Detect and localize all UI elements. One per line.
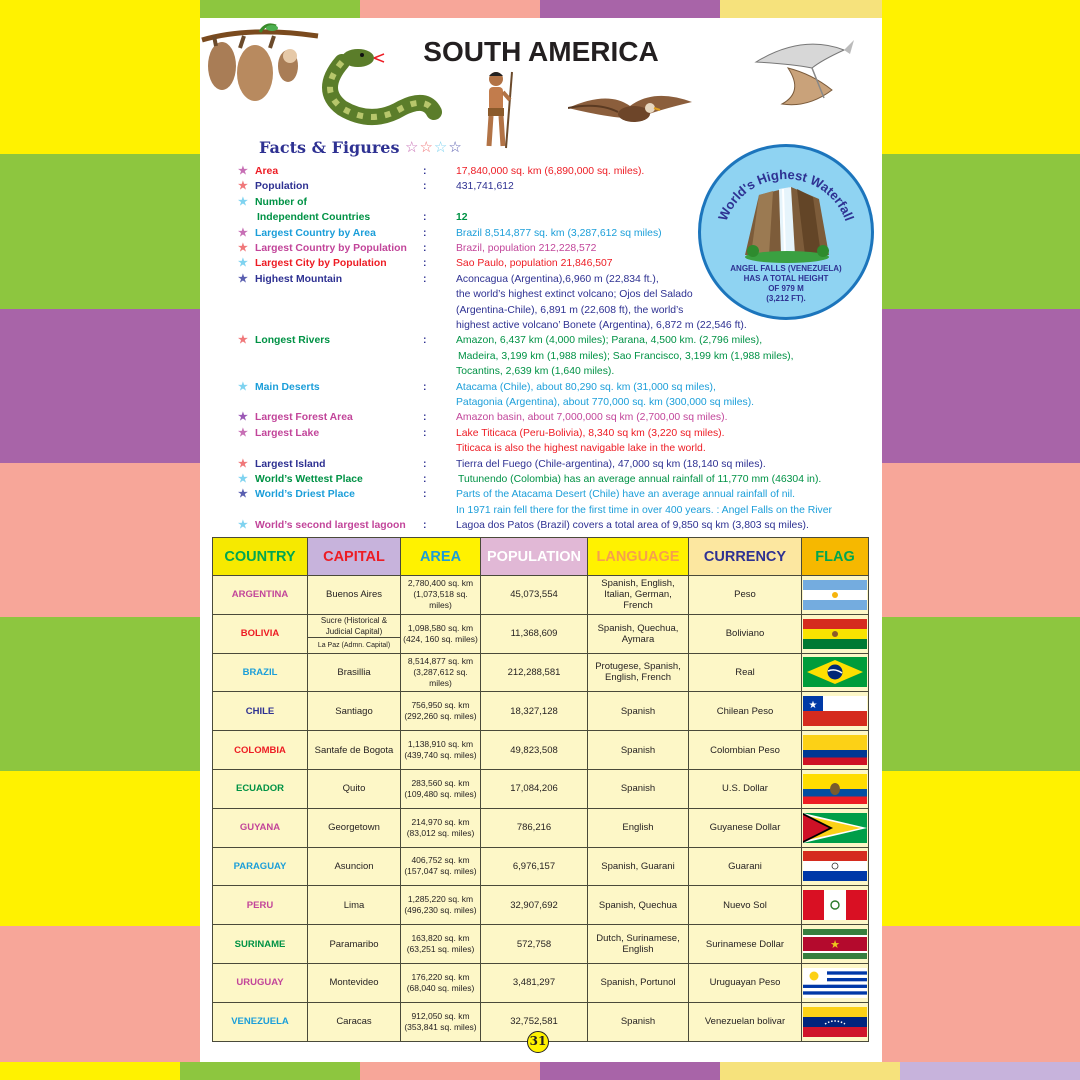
area-miles: (353,841 sq. miles) xyxy=(404,1021,477,1032)
decorative-stars-icon: ☆☆☆☆ xyxy=(405,139,463,156)
fact-colon: : xyxy=(423,273,427,285)
fact-colon: : xyxy=(423,227,427,239)
fact-label: Independent Countries xyxy=(257,212,371,224)
fact-value: Titicaca is also the highest navigable lake in the world. xyxy=(456,443,706,455)
population-cell: 17,084,206 xyxy=(481,769,588,808)
fact-label: Number of xyxy=(255,196,307,208)
population-cell: 212,288,581 xyxy=(481,653,588,692)
fact-colon: : xyxy=(423,489,427,501)
area-cell xyxy=(401,653,481,692)
star-icon: ★ xyxy=(238,334,248,347)
waterfall-badge xyxy=(698,144,874,320)
column-header: LANGUAGE xyxy=(588,538,689,576)
table-row xyxy=(213,925,869,964)
star-icon: ★ xyxy=(238,226,248,239)
area-miles: (1,073,518 sq. miles) xyxy=(413,589,468,611)
capital-cell: Buenos Aires xyxy=(308,576,401,615)
currency-cell: Colombian Peso xyxy=(689,731,802,770)
capital-cell: Santafe de Bogota xyxy=(308,731,401,770)
capital-cell: Caracas xyxy=(308,1002,401,1041)
area-miles: (63,251 sq. miles) xyxy=(406,944,475,955)
language-cell: Spanish xyxy=(588,1002,689,1041)
currency-cell: Venezuelan bolivar xyxy=(689,1002,802,1041)
fact-label: Largest Country by Population xyxy=(255,243,407,254)
column-header: POPULATION xyxy=(481,538,588,576)
capital-cell: Quito xyxy=(308,769,401,808)
population-cell: 3,481,297 xyxy=(481,963,588,1002)
language-cell: Spanish, Portunol xyxy=(588,963,689,1002)
table-row xyxy=(213,576,869,615)
uruguay-flag-icon xyxy=(802,963,869,1002)
fact-label: Largest Forest Area xyxy=(255,412,353,424)
language-cell: Spanish, Quechua xyxy=(588,886,689,925)
fact-label: Population xyxy=(255,181,309,193)
table-row xyxy=(213,653,869,692)
currency-cell: Surinamese Dollar xyxy=(689,925,802,964)
fact-label: Largest Lake xyxy=(255,427,320,439)
fact-value: the world’s highest extinct volcano; Ojos del Salado xyxy=(456,289,693,301)
area-miles: (439,740 sq. miles) xyxy=(404,750,477,761)
language-cell: Protugese, Spanish, English, French xyxy=(588,653,689,692)
area-cell xyxy=(401,925,481,964)
fact-value: Brazil, population 212,228,572 xyxy=(456,243,597,254)
area-km: 406,752 sq. km xyxy=(411,855,470,866)
star-icon: ★ xyxy=(238,272,248,285)
page-number: 31 xyxy=(527,1031,549,1053)
area-km: 756,950 sq. km xyxy=(411,700,470,711)
fact-label: Largest Island xyxy=(255,458,326,470)
country-name: VENEZUELA xyxy=(213,1002,308,1041)
capital-name-admin: La Paz (Admn. Capital) xyxy=(317,641,391,649)
area-km: 1,285,220 sq. km xyxy=(407,894,474,905)
area-cell xyxy=(401,847,481,886)
area-cell xyxy=(401,963,481,1002)
capital-cell: Santiago xyxy=(308,692,401,731)
capital-cell: Brasillia xyxy=(308,653,401,692)
fact-value: Atacama (Chile), about 80,290 sq. km (31,000 sq miles), xyxy=(456,381,716,393)
fact-value: highest active volcano’ Bonete (Argentina), 6,872 m (22,546 ft). xyxy=(456,320,747,331)
area-miles: (109,480 sq. miles) xyxy=(404,788,477,799)
population-cell: 45,073,554 xyxy=(481,576,588,615)
capital-cell xyxy=(308,614,401,653)
page-title: SOUTH AMERICA xyxy=(423,36,659,67)
area-miles: (157,047 sq. miles) xyxy=(404,866,477,877)
population-cell: 11,368,609 xyxy=(481,614,588,653)
fact-value: Tocantins, 2,639 km (1,640 miles). xyxy=(456,366,615,378)
area-cell xyxy=(401,808,481,847)
table-row xyxy=(213,963,869,1002)
language-cell: Spanish, Quechua, Aymara xyxy=(588,614,689,653)
currency-cell: Nuevo Sol xyxy=(689,886,802,925)
country-name: BOLIVIA xyxy=(213,614,308,653)
area-km: 214,970 sq. km xyxy=(411,816,470,827)
country-name: ECUADOR xyxy=(213,769,308,808)
population-cell: 6,976,157 xyxy=(481,847,588,886)
currency-cell: Boliviano xyxy=(689,614,802,653)
area-miles: (68,040 sq. miles) xyxy=(406,982,475,993)
fact-colon: : xyxy=(423,474,427,485)
area-miles: (3,287,612 sq. miles) xyxy=(413,666,468,688)
fact-label: Highest Mountain xyxy=(255,273,343,285)
suriname-flag-icon xyxy=(802,925,869,964)
column-header: FLAG xyxy=(802,538,869,576)
badge-title: World's Highest Waterfall xyxy=(715,166,857,223)
fact-value: Patagonia (Argentina), about 770,000 sq. km (300,000 sq miles). xyxy=(456,397,755,408)
table-row xyxy=(213,847,869,886)
population-cell: 49,823,508 xyxy=(481,731,588,770)
population-cell: 572,758 xyxy=(481,925,588,964)
fact-value: Tierra del Fuego (Chile-argentina), 47,000 sq km (18,140 sq miles). xyxy=(456,458,766,470)
fact-colon: : xyxy=(423,427,427,439)
fact-value: Lagoa dos Patos (Brazil) covers a total area of 9,850 sq km (3,803 sq miles). xyxy=(456,520,809,532)
area-km: 2,780,400 sq. km xyxy=(407,578,474,589)
area-miles: (424, 160 sq. miles) xyxy=(403,633,478,644)
area-cell xyxy=(401,1002,481,1041)
fact-colon: : xyxy=(423,166,427,177)
star-icon: ★ xyxy=(238,165,248,177)
star-icon: ★ xyxy=(238,426,248,439)
column-header: AREA xyxy=(401,538,481,576)
fact-value: Parts of the Atacama Desert (Chile) have an average annual rainfall of nil. xyxy=(456,489,796,501)
fact-value: 17,840,000 sq. km (6,890,000 sq. miles). xyxy=(456,166,645,177)
star-icon: ★ xyxy=(238,257,248,270)
column-header: CURRENCY xyxy=(689,538,802,576)
table-row xyxy=(213,886,869,925)
area-cell xyxy=(401,769,481,808)
countries-table xyxy=(212,537,869,1042)
country-name: SURINAME xyxy=(213,925,308,964)
column-header: COUNTRY xyxy=(213,538,308,576)
country-name: CHILE xyxy=(213,692,308,731)
fact-colon: : xyxy=(423,458,427,470)
bolivia-flag-icon xyxy=(802,614,869,653)
fact-value: Amazon basin, about 7,000,000 sq km (2,700,00 sq miles). xyxy=(456,412,728,424)
currency-cell: Peso xyxy=(689,576,802,615)
svg-text:★: ★ xyxy=(830,939,840,952)
badge-line-1: ANGEL FALLS (VENEZUELA) xyxy=(730,264,842,273)
condor-illustration xyxy=(568,80,692,140)
star-icon: ★ xyxy=(238,411,248,424)
population-cell: 786,216 xyxy=(481,808,588,847)
capital-cell: Montevideo xyxy=(308,963,401,1002)
star-icon: ★ xyxy=(238,380,248,393)
chile-flag-icon xyxy=(802,692,869,731)
fact-colon: : xyxy=(423,412,427,424)
tribesman-illustration xyxy=(476,70,524,150)
currency-cell: Chilean Peso xyxy=(689,692,802,731)
currency-cell: Guarani xyxy=(689,847,802,886)
area-km: 1,098,580 sq. km xyxy=(407,622,474,633)
area-km: 912,050 sq. km xyxy=(411,1010,470,1021)
star-icon: ★ xyxy=(238,180,248,193)
star-icon: ★ xyxy=(238,488,248,501)
paraguay-flag-icon xyxy=(802,847,869,886)
page xyxy=(200,18,882,1060)
fact-colon: : xyxy=(423,181,427,193)
star-icon: ★ xyxy=(238,473,248,485)
capital-name: Sucre (Historical & Judicial Capital) xyxy=(308,615,400,638)
currency-cell: Real xyxy=(689,653,802,692)
fact-value: 431,741,612 xyxy=(456,181,514,193)
language-cell: Spanish xyxy=(588,769,689,808)
svg-text:★: ★ xyxy=(808,700,818,712)
language-cell: Dutch, Surinamese, English xyxy=(588,925,689,964)
guyana-flag-icon xyxy=(802,808,869,847)
fact-colon: : xyxy=(423,335,427,347)
country-name: BRAZIL xyxy=(213,653,308,692)
table-row xyxy=(213,769,869,808)
language-cell: Spanish, English, Italian, German, French xyxy=(588,576,689,615)
country-name: GUYANA xyxy=(213,808,308,847)
fact-value: Sao Paulo, population 21,846,507 xyxy=(456,258,613,270)
argentina-flag-icon xyxy=(802,576,869,615)
table-row xyxy=(213,614,869,653)
fact-label: World’s Wettest Place xyxy=(255,474,363,485)
colombia-flag-icon xyxy=(802,731,869,770)
badge-line-4: (3,212 FT). xyxy=(766,294,806,303)
column-header: CAPITAL xyxy=(308,538,401,576)
capital-cell: Georgetown xyxy=(308,808,401,847)
fact-colon: : xyxy=(423,381,427,393)
fact-value: In 1971 rain fell there for the first time in over 400 years. : Angel Falls on the River xyxy=(456,504,832,516)
fact-label: Main Deserts xyxy=(255,381,320,393)
capital-cell: Lima xyxy=(308,886,401,925)
star-icon: ★ xyxy=(238,195,248,208)
population-cell: 32,752,581 xyxy=(481,1002,588,1041)
capital-cell: Paramaribo xyxy=(308,925,401,964)
venezuela-flag-icon xyxy=(802,1002,869,1041)
population-cell: 18,327,128 xyxy=(481,692,588,731)
table-body xyxy=(213,576,869,1042)
table-row xyxy=(213,692,869,731)
area-cell xyxy=(401,576,481,615)
fact-label: Largest Country by Area xyxy=(255,227,376,239)
country-name: PERU xyxy=(213,886,308,925)
fact-label: Largest City by Population xyxy=(255,258,387,270)
area-km: 1,138,910 sq. km xyxy=(407,739,474,750)
table-row xyxy=(213,808,869,847)
frame-left xyxy=(0,0,200,1080)
language-cell: Spanish xyxy=(588,731,689,770)
fact-label: Longest Rivers xyxy=(255,335,331,347)
badge-line-2: HAS A TOTAL HEIGHT xyxy=(743,274,829,283)
fact-value: Amazon, 6,437 km (4,000 miles); Parana, 4,500 km. (2,796 miles), xyxy=(456,335,763,347)
area-cell xyxy=(401,614,481,653)
currency-cell: Guyanese Dollar xyxy=(689,808,802,847)
fact-label: Area xyxy=(255,166,279,177)
table-row xyxy=(213,731,869,770)
country-name: URUGUAY xyxy=(213,963,308,1002)
ecuador-flag-icon xyxy=(802,769,869,808)
badge-line-3: OF 979 M xyxy=(768,284,804,293)
fact-label: World’s second largest lagoon xyxy=(255,520,406,532)
area-cell xyxy=(401,886,481,925)
star-icon: ★ xyxy=(238,457,248,470)
population-cell: 32,907,692 xyxy=(481,886,588,925)
area-km: 163,820 sq. km xyxy=(411,933,470,944)
area-km: 283,560 sq. km xyxy=(411,777,470,788)
area-miles: (83,012 sq. miles) xyxy=(406,827,475,838)
area-km: 176,220 sq. km xyxy=(411,971,470,982)
language-cell: Spanish, Guarani xyxy=(588,847,689,886)
area-cell xyxy=(401,692,481,731)
currency-cell: U.S. Dollar xyxy=(689,769,802,808)
fact-value: Madeira, 3,199 km (1,988 miles); Sao Francisco, 3,199 km (1,988 miles), xyxy=(458,350,794,362)
fact-value: 12 xyxy=(456,212,468,224)
frame-bottom xyxy=(0,1062,1080,1080)
table-header-row xyxy=(213,538,869,576)
language-cell: Spanish xyxy=(588,692,689,731)
area-miles: (496,230 sq. miles) xyxy=(404,905,477,916)
frame-right xyxy=(882,0,1080,1080)
fact-colon: : xyxy=(423,258,427,270)
fact-value: (Argentina-Chile), 6,891 m (22,608 ft), the world’s xyxy=(456,304,684,316)
country-name: ARGENTINA xyxy=(213,576,308,615)
fact-value: Aconcagua (Argentina),6,960 m (22,834 ft.), xyxy=(456,273,659,285)
country-name: PARAGUAY xyxy=(213,847,308,886)
fact-label: World’s Driest Place xyxy=(255,489,355,501)
fact-colon: : xyxy=(423,520,427,532)
capital-cell: Asuncion xyxy=(308,847,401,886)
fact-value: Brazil 8,514,877 sq. km (3,287,612 sq miles) xyxy=(456,227,662,239)
star-icon: ★ xyxy=(238,242,248,254)
peru-flag-icon xyxy=(802,886,869,925)
fact-value: Lake Titicaca (Peru-Bolivia), 8,340 sq km (3,220 sq miles). xyxy=(456,427,725,439)
area-cell xyxy=(401,731,481,770)
area-miles: (292,260 sq. miles) xyxy=(404,711,477,722)
country-name: COLOMBIA xyxy=(213,731,308,770)
fact-colon: : xyxy=(423,212,427,224)
facts-heading: Facts & Figures xyxy=(259,138,400,157)
waterfall-icon xyxy=(745,187,829,263)
fact-value: Tutunendo (Colombia) has an average annual rainfall of 11,770 mm (46304 in). xyxy=(458,474,822,485)
star-icon: ★ xyxy=(238,519,248,532)
language-cell: English xyxy=(588,808,689,847)
currency-cell: Uruguayan Peso xyxy=(689,963,802,1002)
brazil-flag-icon xyxy=(802,653,869,692)
area-km: 8,514,877 sq. km xyxy=(407,655,474,666)
fact-colon: : xyxy=(423,243,427,254)
